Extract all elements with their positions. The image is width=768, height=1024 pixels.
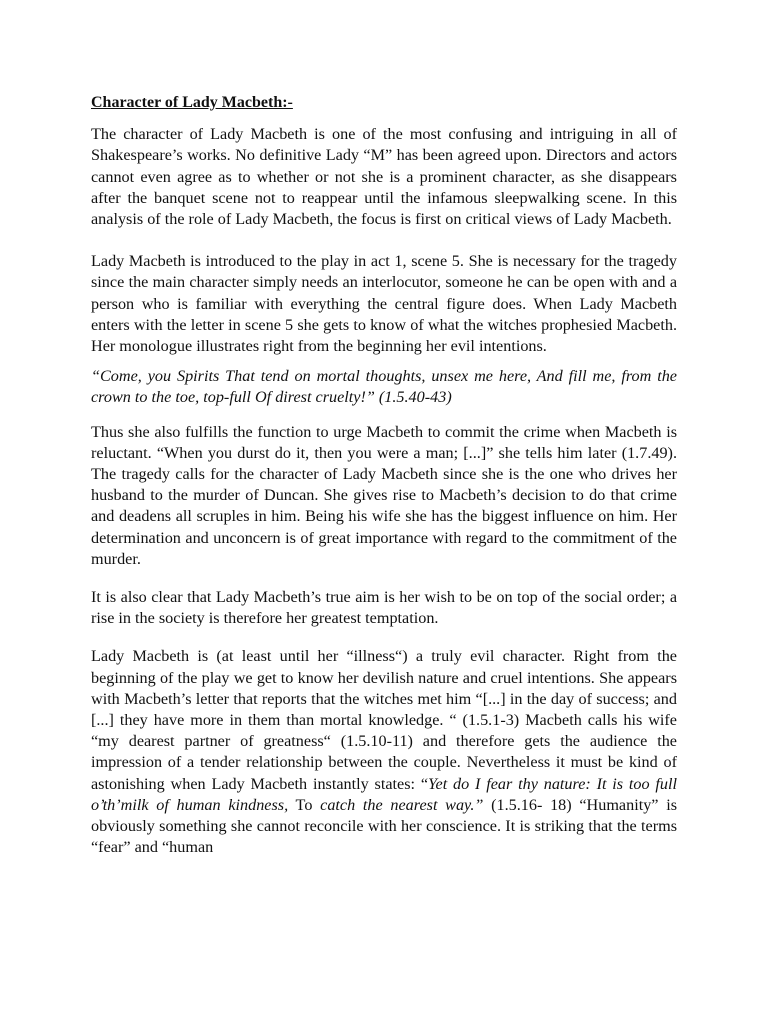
quote-connector: To <box>288 795 321 814</box>
paragraph-evil-character-text: Lady Macbeth is (at least until her “illness“) a truly evil character. Right from the beginning of the play we get to know her devilish nature and cruel intentions. She appears with Macbeth’s letter that reports that the witches met him “[...] in the day of success; and [...] they have more in them than mortal knowledge. “ (1.5.1-3) Macbeth calls his wife “my dearest partner of greatness“ (1.5.10-11) and therefore gets the audience the impression of a tender relationship between the couple. Nevertheless it must be kind of astonishing when Lady Macbeth instantly states: <box>91 647 677 793</box>
quote-nearest-way: catch the nearest way.” <box>320 795 484 814</box>
quote-open-mark: “ <box>420 774 429 793</box>
paragraph-evil-character <box>91 646 677 858</box>
paragraph-urge-macbeth: Thus she also fulfills the function to urge Macbeth to commit the crime when Macbeth is reluctant. “When you durst do it, then you were a man; [...]” she tells him later (1.7.49). The tragedy calls for the character of Lady Macbeth since she is the one who drives her husband to the murder of Duncan. She gives rise to Macbeth’s decision to do that crime and deadens all scruples in him. Being his wife she has the biggest influence on him. Her determination and unconcern is of great importance with regard to the commitment of the murder. <box>91 422 677 568</box>
paragraph-introduction-act1: Lady Macbeth is introduced to the play in act 1, scene 5. She is necessary for the tragedy since the main character simply needs an interlocutor, someone he can be open with and a person who is familiar with everything the central figure does. When Lady Macbeth enters with the letter in scene 5 she gets to know of what the witches prophesied Macbeth. Her monologue illustrates right from the beginning her evil intentions. <box>91 252 677 356</box>
document-title: Character of Lady Macbeth:- <box>91 94 293 111</box>
paragraph-social-order: It is also clear that Lady Macbeth’s true aim is her wish to be on top of the social order; a rise in the society is therefore her greatest temptation. <box>91 588 677 628</box>
quote-fear-nature: Yet do I fear thy nature: It is too full o’th’milk of human kindness, <box>91 774 678 814</box>
paragraph-intro: The character of Lady Macbeth is one of the most confusing and intriguing in all of Shakespeare’s works. No definitive Lady “M” has been agreed upon. Directors and actors cannot even agree as to whether or not she is a prominent character, as she disappears after the banquet scene not to reappear until the infamous sleepwalking scene. In this analysis of the role of Lady Macbeth, the focus is first on critical views of Lady Macbeth. <box>91 125 677 229</box>
document-page <box>91 92 677 859</box>
paragraph-humanity-text: (1.5.16- 18) “Humanity” is obviously something she cannot reconcile with her conscience. It is striking that the terms “fear” and “human <box>91 795 677 857</box>
quote-spirits: “Come, you Spirits That tend on mortal thoughts, unsex me here, And fill me, from the crown to the toe, top-full Of direst cruelty!” (1.5.40-43) <box>91 367 677 407</box>
